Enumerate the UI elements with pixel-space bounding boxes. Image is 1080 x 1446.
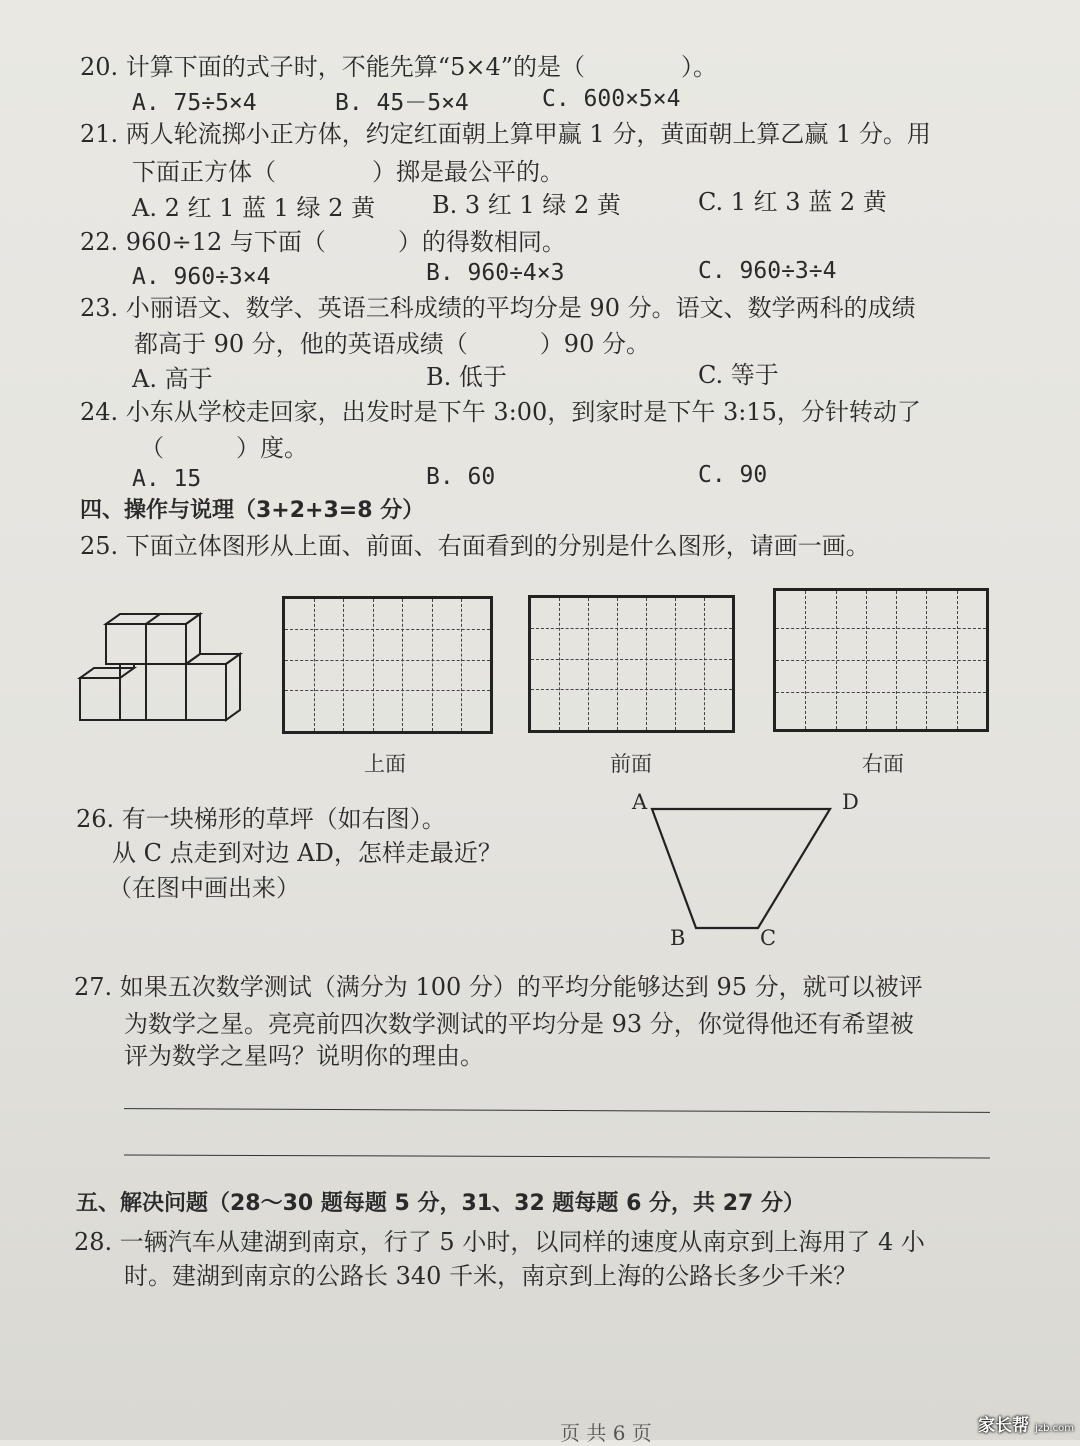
q27-line2: 为数学之星。亮亮前四次数学测试的平均分是 93 分，你觉得他还有希望被 <box>124 1010 914 1038</box>
right-view-label: 右面 <box>862 752 904 776</box>
q21-option-b: B. 3 红 1 绿 2 黄 <box>432 191 621 219</box>
q23-option-b: B. 低于 <box>426 363 507 391</box>
section-4-heading: 四、操作与说理（3+2+3=8 分） <box>80 498 425 523</box>
q24-option-c: C. 90 <box>698 462 768 488</box>
watermark-logo <box>978 1411 1074 1436</box>
point-c-label: C <box>760 926 777 950</box>
q23-stem-line2: 都高于 90 分，他的英语成绩（ ）90 分。 <box>134 330 650 358</box>
q26-line3: （在图中画出来） <box>108 874 300 902</box>
q26-line2: 从 C 点走到对边 AD，怎样走最近？ <box>112 839 502 867</box>
q24-option-a: A. 15 <box>132 466 202 492</box>
q22-stem: 22. 960÷12 与下面（ ）的得数相同。 <box>80 228 566 256</box>
q28-line2: 时。建湖到南京的公路长 340 千米，南京到上海的公路长多少千米？ <box>124 1262 858 1290</box>
q27-answer-line-2[interactable] <box>124 1154 990 1158</box>
point-a-label: A <box>632 790 648 814</box>
q21-stem-line1: 21. 两人轮流掷小正方体，约定红面朝上算甲赢 1 分，黄面朝上算乙赢 1 分。用 <box>80 120 931 148</box>
q23-option-c: C. 等于 <box>698 361 779 389</box>
q21-option-a: A. 2 红 1 蓝 1 绿 2 黄 <box>132 194 376 222</box>
front-view-grid[interactable] <box>528 595 735 733</box>
q20-option-c: C. 600×5×4 <box>542 86 681 112</box>
q21-stem-line2: 下面正方体（ ）掷是最公平的。 <box>132 158 564 186</box>
q26-line1: 26. 有一块梯形的草坪（如右图）。 <box>76 805 446 833</box>
q24-stem-line1: 24. 小东从学校走回家，出发时是下午 3:00，到家时是下午 3:15，分针转动了 <box>80 398 921 426</box>
q22-option-b: B. 960÷4×3 <box>426 260 565 286</box>
q22-option-a: A. 960÷3×4 <box>132 264 271 290</box>
watermark-site: jzb.com <box>1035 1423 1074 1434</box>
front-view-label: 前面 <box>610 752 652 776</box>
q28-line1: 28. 一辆汽车从建湖到南京，行了 5 小时，以同样的速度从南京到上海用了 4 小 <box>74 1228 925 1256</box>
q20-stem: 20. 计算下面的式子时，不能先算“5×4”的是（ ）。 <box>80 53 717 81</box>
trapezoid-figure[interactable] <box>620 785 870 950</box>
q24-option-b: B. 60 <box>426 464 496 490</box>
q24-stem-line2: （ ）度。 <box>140 434 308 462</box>
top-view-grid[interactable] <box>282 596 493 734</box>
section-5-heading: 五、解决问题（28～30 题每题 5 分，31、32 题每题 6 分，共 27 分） <box>76 1191 805 1216</box>
page-footer: 页 共 6 页 <box>560 1421 652 1445</box>
q22-option-c: C. 960÷3÷4 <box>698 258 837 284</box>
q20-option-b: B. 45－5×4 <box>335 90 469 116</box>
q23-stem-line1: 23. 小丽语文、数学、英语三科成绩的平均分是 90 分。语文、数学两科的成绩 <box>80 294 916 322</box>
q27-answer-line-1[interactable] <box>124 1108 990 1113</box>
cube-stack-figure <box>76 612 246 727</box>
q27-line3: 评为数学之星吗？说明你的理由。 <box>124 1042 484 1070</box>
q27-line1: 27. 如果五次数学测试（满分为 100 分）的平均分能够达到 95 分，就可以被评 <box>74 973 923 1001</box>
right-view-grid[interactable] <box>773 588 989 732</box>
point-d-label: D <box>842 790 859 814</box>
top-view-label: 上面 <box>364 752 406 776</box>
q25-stem: 25. 下面立体图形从上面、前面、右面看到的分别是什么图形，请画一画。 <box>80 532 870 560</box>
watermark-brand: 家长帮 <box>978 1416 1030 1436</box>
q21-option-c: C. 1 红 3 蓝 2 黄 <box>698 188 887 216</box>
q20-option-a: A. 75÷5×4 <box>132 90 257 116</box>
q23-option-a: A. 高于 <box>132 365 213 393</box>
point-b-label: B <box>670 926 686 950</box>
